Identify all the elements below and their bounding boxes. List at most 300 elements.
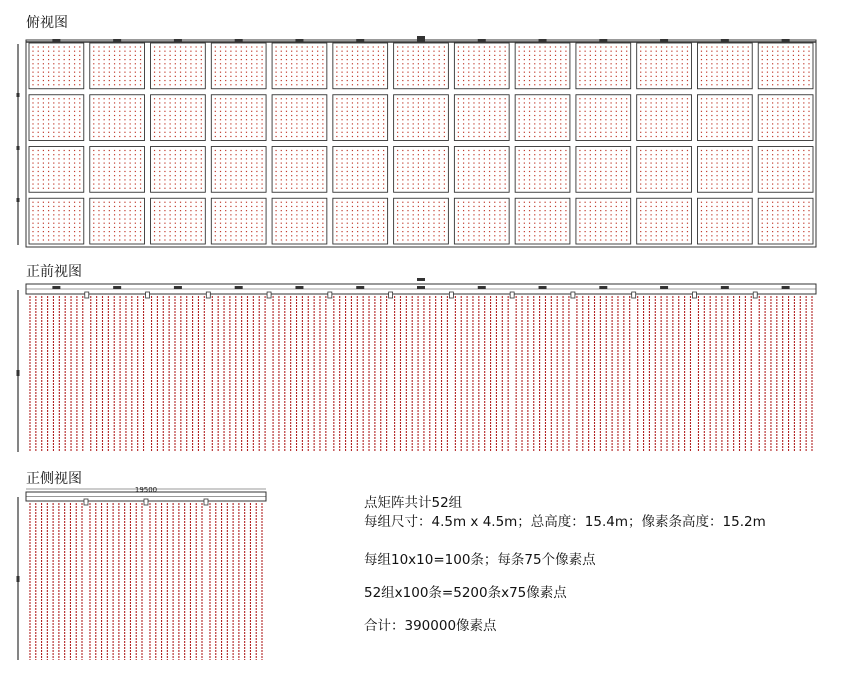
pixel-dot: [230, 171, 231, 172]
pixel-dot: [701, 67, 702, 68]
pixel-dot: [109, 154, 110, 155]
pixel-dot: [621, 167, 622, 168]
pixel-dot: [716, 188, 717, 189]
pixel-dot: [109, 115, 110, 116]
pixel-dot: [479, 128, 480, 129]
pixel-dot: [201, 202, 202, 203]
pixel-dot: [185, 231, 186, 232]
pixel-dot: [595, 231, 596, 232]
pixel-dot: [170, 115, 171, 116]
pixel-dot: [676, 206, 677, 207]
pixel-dot: [64, 210, 65, 211]
pixel-dot: [539, 72, 540, 73]
pixel-dot: [32, 76, 33, 77]
pixel-dot: [407, 111, 408, 112]
pixel-dot: [407, 67, 408, 68]
pixel-dot: [261, 179, 262, 180]
pixel-dot: [706, 128, 707, 129]
pixel-dot: [433, 188, 434, 189]
pixel-dot: [650, 227, 651, 228]
pixel-dot: [666, 188, 667, 189]
pixel-dot: [190, 51, 191, 52]
pixel-dot: [362, 223, 363, 224]
pixel-dot: [458, 231, 459, 232]
pixel-dot: [336, 132, 337, 133]
pixel-dot: [524, 206, 525, 207]
pixel-dot: [336, 206, 337, 207]
pixel-dot: [626, 218, 627, 219]
pixel-dot: [555, 59, 556, 60]
pixel-dot: [444, 154, 445, 155]
pixel-dot: [291, 46, 292, 47]
pixel-dot: [711, 218, 712, 219]
pixel-dot: [539, 59, 540, 60]
pixel-dot: [413, 132, 414, 133]
pixel-dot: [109, 188, 110, 189]
pixel-dot: [196, 188, 197, 189]
pixel-dot: [742, 72, 743, 73]
pixel-dot: [43, 188, 44, 189]
pixel-dot: [550, 132, 551, 133]
pixel-dot: [32, 202, 33, 203]
pixel-dot: [119, 115, 120, 116]
pixel-dot: [185, 175, 186, 176]
pixel-dot: [727, 239, 728, 240]
pixel-dot: [656, 72, 657, 73]
pixel-dot: [489, 235, 490, 236]
pixel-dot: [433, 72, 434, 73]
pixel-dot: [682, 239, 683, 240]
pixel-dot: [235, 80, 236, 81]
pixel-dot: [585, 162, 586, 163]
pixel-dot: [383, 111, 384, 112]
pixel-dot: [585, 67, 586, 68]
pixel-dot: [519, 154, 520, 155]
pixel-dot: [671, 102, 672, 103]
pixel-dot: [550, 123, 551, 124]
pixel-dot: [439, 188, 440, 189]
pixel-dot: [261, 227, 262, 228]
pixel-dot: [590, 63, 591, 64]
pixel-dot: [748, 206, 749, 207]
pixel-dot: [722, 72, 723, 73]
pixel-dot: [640, 206, 641, 207]
pixel-dot: [534, 188, 535, 189]
pixel-dot: [585, 235, 586, 236]
pixel-dot: [463, 55, 464, 56]
pixel-dot: [32, 162, 33, 163]
pixel-dot: [220, 188, 221, 189]
pixel-dot: [74, 63, 75, 64]
pixel-dot: [367, 111, 368, 112]
pixel-dot: [402, 136, 403, 137]
pixel-dot: [748, 102, 749, 103]
pixel-dot: [742, 67, 743, 68]
pixel-dot: [109, 239, 110, 240]
pixel-dot: [235, 150, 236, 151]
pixel-dot: [565, 214, 566, 215]
pixel-dot: [79, 102, 80, 103]
pixel-dot: [175, 183, 176, 184]
pixel-dot: [312, 72, 313, 73]
pixel-dot: [53, 111, 54, 112]
pixel-dot: [423, 46, 424, 47]
pixel-dot: [74, 136, 75, 137]
pixel-dot: [585, 72, 586, 73]
pixel-dot: [616, 175, 617, 176]
pixel-dot: [32, 136, 33, 137]
pixel-dot: [737, 111, 738, 112]
pixel-dot: [489, 80, 490, 81]
pixel-dot: [378, 183, 379, 184]
pixel-dot: [378, 235, 379, 236]
pixel-dot: [124, 171, 125, 172]
pixel-dot: [579, 223, 580, 224]
pixel-dot: [676, 123, 677, 124]
pixel-dot: [201, 80, 202, 81]
pixel-dot: [185, 171, 186, 172]
pixel-dot: [64, 63, 65, 64]
pixel-dot: [93, 111, 94, 112]
pixel-dot: [666, 239, 667, 240]
pixel-dot: [98, 206, 99, 207]
pixel-dot: [201, 227, 202, 228]
pixel-dot: [600, 202, 601, 203]
pixel-dot: [215, 239, 216, 240]
pixel-dot: [58, 128, 59, 129]
pixel-dot: [135, 210, 136, 211]
truss-clamp: [660, 39, 668, 42]
pixel-dot: [307, 210, 308, 211]
pixel-group: [151, 95, 206, 141]
pixel-dot: [439, 80, 440, 81]
pixel-dot: [676, 202, 677, 203]
pixel-dot: [777, 72, 778, 73]
pixel-dot: [93, 107, 94, 108]
pixel-dot: [124, 128, 125, 129]
pixel-dot: [235, 128, 236, 129]
pixel-dot: [748, 188, 749, 189]
pixel-dot: [423, 63, 424, 64]
pixel-dot: [682, 119, 683, 120]
pixel-dot: [98, 158, 99, 159]
pixel-dot: [423, 72, 424, 73]
pixel-dot: [621, 107, 622, 108]
pixel-dot: [230, 214, 231, 215]
pixel-dot: [175, 128, 176, 129]
group-outline: [637, 43, 692, 89]
pixel-dot: [190, 227, 191, 228]
pixel-dot: [286, 84, 287, 85]
pixel-dot: [109, 59, 110, 60]
pixel-dot: [164, 218, 165, 219]
pixel-dot: [185, 46, 186, 47]
pixel-dot: [119, 84, 120, 85]
pixel-dot: [716, 123, 717, 124]
pixel-dot: [362, 150, 363, 151]
pixel-dot: [727, 51, 728, 52]
pixel-dot: [473, 202, 474, 203]
pixel-dot: [621, 218, 622, 219]
pixel-dot: [560, 218, 561, 219]
pixel-dot: [32, 98, 33, 99]
pixel-dot: [230, 132, 231, 133]
pixel-dot: [43, 128, 44, 129]
pixel-dot: [58, 46, 59, 47]
pixel-dot: [341, 98, 342, 99]
pixel-dot: [69, 111, 70, 112]
pixel-dot: [159, 150, 160, 151]
pixel-dot: [650, 67, 651, 68]
pixel-dot: [519, 67, 520, 68]
pixel-dot: [711, 84, 712, 85]
pixel-dot: [560, 119, 561, 120]
pixel-dot: [261, 223, 262, 224]
pixel-dot: [130, 171, 131, 172]
pixel-dot: [124, 76, 125, 77]
pixel-dot: [711, 128, 712, 129]
pixel-dot: [682, 179, 683, 180]
pixel-dot: [246, 55, 247, 56]
pixel-dot: [777, 80, 778, 81]
pixel-dot: [595, 102, 596, 103]
pixel-dot: [423, 128, 424, 129]
pixel-dot: [545, 235, 546, 236]
pixel-dot: [251, 59, 252, 60]
pixel-dot: [418, 84, 419, 85]
truss-clamp: [113, 39, 121, 42]
pixel-dot: [479, 167, 480, 168]
pixel-dot: [352, 67, 353, 68]
pixel-dot: [373, 183, 374, 184]
pixel-dot: [140, 136, 141, 137]
pixel-dot: [458, 227, 459, 228]
pixel-dot: [79, 158, 80, 159]
pixel-dot: [301, 210, 302, 211]
pixel-dot: [58, 63, 59, 64]
pixel-dot: [519, 162, 520, 163]
pixel-dot: [560, 115, 561, 116]
pixel-dot: [716, 128, 717, 129]
pixel-dot: [251, 119, 252, 120]
pixel-dot: [180, 123, 181, 124]
pixel-dot: [621, 51, 622, 52]
pixel-dot: [58, 214, 59, 215]
pixel-dot: [676, 115, 677, 116]
pixel-dot: [281, 175, 282, 176]
pixel-dot: [251, 206, 252, 207]
pixel-dot: [600, 227, 601, 228]
pixel-dot: [640, 175, 641, 176]
pixel-dot: [529, 119, 530, 120]
pixel-dot: [545, 154, 546, 155]
pixel-dot: [93, 123, 94, 124]
pixel-dot: [69, 231, 70, 232]
pixel-dot: [347, 206, 348, 207]
pixel-dot: [93, 46, 94, 47]
pixel-dot: [555, 63, 556, 64]
pixel-dot: [347, 223, 348, 224]
pixel-dot: [529, 179, 530, 180]
pixel-dot: [246, 51, 247, 52]
pixel-dot: [590, 239, 591, 240]
pixel-dot: [418, 123, 419, 124]
pixel-dot: [307, 80, 308, 81]
pixel-dot: [135, 167, 136, 168]
group-outline: [697, 43, 752, 89]
pixel-dot: [373, 72, 374, 73]
pixel-dot: [727, 158, 728, 159]
pixel-dot: [732, 239, 733, 240]
pixel-dot: [529, 171, 530, 172]
pixel-dot: [661, 80, 662, 81]
pixel-dot: [737, 210, 738, 211]
pixel-dot: [519, 183, 520, 184]
pixel-dot: [74, 98, 75, 99]
pixel-dot: [201, 235, 202, 236]
pixel-dot: [489, 183, 490, 184]
pixel-dot: [545, 188, 546, 189]
pixel-dot: [98, 59, 99, 60]
pixel-dot: [671, 171, 672, 172]
pixel-dot: [322, 210, 323, 211]
pixel-dot: [296, 171, 297, 172]
pixel-dot: [38, 123, 39, 124]
pixel-dot: [341, 223, 342, 224]
pixel-dot: [175, 167, 176, 168]
pixel-dot: [458, 218, 459, 219]
pixel-dot: [682, 67, 683, 68]
pixel-dot: [473, 128, 474, 129]
pixel-dot: [114, 218, 115, 219]
pixel-dot: [727, 154, 728, 155]
pixel-group: [637, 147, 692, 193]
pixel-dot: [256, 51, 257, 52]
pixel-dot: [742, 80, 743, 81]
pixel-dot: [170, 206, 171, 207]
pixel-dot: [286, 132, 287, 133]
pixel-dot: [48, 218, 49, 219]
pixel-dot: [621, 84, 622, 85]
pixel-dot: [286, 231, 287, 232]
pixel-dot: [307, 150, 308, 151]
pixel-dot: [737, 76, 738, 77]
pixel-dot: [159, 98, 160, 99]
pixel-dot: [104, 227, 105, 228]
pixel-dot: [611, 183, 612, 184]
pixel-dot: [114, 162, 115, 163]
pixel-dot: [706, 179, 707, 180]
pixel-dot: [170, 223, 171, 224]
pixel-dot: [727, 123, 728, 124]
pixel-dot: [479, 98, 480, 99]
pixel-dot: [397, 188, 398, 189]
pixel-dot: [48, 188, 49, 189]
pixel-dot: [494, 183, 495, 184]
pixel-dot: [418, 76, 419, 77]
pixel-dot: [565, 223, 566, 224]
pixel-dot: [529, 150, 530, 151]
pixel-dot: [585, 128, 586, 129]
pixel-dot: [109, 119, 110, 120]
pixel-dot: [93, 235, 94, 236]
pixel-dot: [585, 171, 586, 172]
dimension-tick: [17, 198, 20, 202]
pixel-dot: [650, 175, 651, 176]
pixel-dot: [307, 111, 308, 112]
pixel-dot: [48, 210, 49, 211]
pixel-dot: [43, 162, 44, 163]
pixel-dot: [235, 72, 236, 73]
pixel-dot: [261, 76, 262, 77]
pixel-dot: [154, 239, 155, 240]
pixel-dot: [341, 136, 342, 137]
pixel-dot: [706, 154, 707, 155]
pixel-dot: [640, 179, 641, 180]
pixel-dot: [545, 136, 546, 137]
pixel-dot: [230, 67, 231, 68]
pixel-dot: [505, 63, 506, 64]
pixel-dot: [230, 80, 231, 81]
pixel-dot: [489, 239, 490, 240]
pixel-dot: [519, 119, 520, 120]
pixel-dot: [312, 206, 313, 207]
pixel-dot: [473, 72, 474, 73]
pixel-dot: [595, 223, 596, 224]
pixel-dot: [201, 188, 202, 189]
pixel-group: [211, 198, 266, 244]
pixel-dot: [291, 55, 292, 56]
pixel-dot: [626, 132, 627, 133]
pixel-dot: [722, 128, 723, 129]
pixel-dot: [711, 179, 712, 180]
pixel-dot: [201, 154, 202, 155]
pixel-dot: [180, 183, 181, 184]
pixel-dot: [423, 115, 424, 116]
pixel-dot: [793, 46, 794, 47]
pixel-dot: [291, 162, 292, 163]
pixel-dot: [676, 188, 677, 189]
pixel-dot: [407, 132, 408, 133]
pixel-dot: [53, 231, 54, 232]
pixel-dot: [140, 98, 141, 99]
pixel-dot: [362, 231, 363, 232]
pixel-dot: [595, 55, 596, 56]
pixel-dot: [407, 179, 408, 180]
pixel-dot: [798, 67, 799, 68]
pixel-dot: [793, 67, 794, 68]
pixel-dot: [130, 102, 131, 103]
pixel-dot: [301, 202, 302, 203]
pixel-dot: [154, 46, 155, 47]
pixel-dot: [130, 150, 131, 151]
pixel-dot: [458, 102, 459, 103]
pixel-dot: [650, 59, 651, 60]
pixel-dot: [605, 46, 606, 47]
pixel-dot: [444, 80, 445, 81]
pixel-dot: [494, 223, 495, 224]
pixel-dot: [494, 123, 495, 124]
pixel-dot: [69, 171, 70, 172]
pixel-dot: [378, 72, 379, 73]
pixel-dot: [600, 46, 601, 47]
pixel-dot: [661, 179, 662, 180]
pixel-dot: [104, 128, 105, 129]
pixel-dot: [109, 218, 110, 219]
pixel-dot: [484, 158, 485, 159]
pixel-dot: [286, 72, 287, 73]
pixel-dot: [711, 46, 712, 47]
